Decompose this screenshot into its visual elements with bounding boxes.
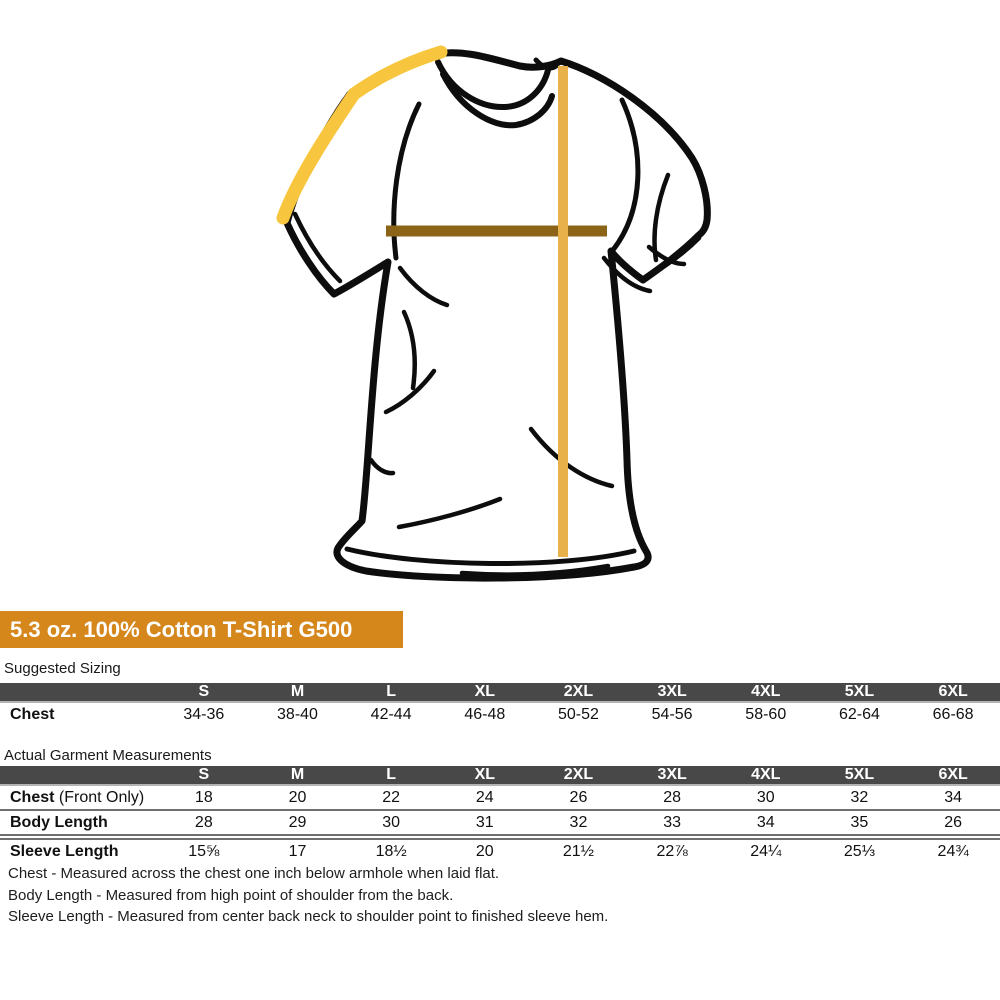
cell: 54-56 <box>651 705 693 723</box>
cell: 21½ <box>562 842 595 860</box>
row-label-text: Sleeve Length <box>10 842 119 860</box>
size-header-blank <box>0 766 157 785</box>
table-row-chest-front-only <box>0 785 1000 810</box>
size-header-6xl: 6XL <box>906 683 1000 702</box>
size-header-4xl: 4XL <box>719 766 813 785</box>
size-header-5xl: 5XL <box>813 683 907 702</box>
cell: 26 <box>532 785 626 810</box>
size-header-l: L <box>344 766 438 785</box>
cell: 30 <box>719 785 813 810</box>
cell: 26 <box>906 810 1000 837</box>
cell: 28 <box>157 810 251 837</box>
cell: 24¾ <box>937 842 969 860</box>
cell: 20 <box>251 785 345 810</box>
size-header-row <box>0 766 1000 785</box>
row-label-text: Body Length <box>10 813 108 831</box>
size-header-blank <box>0 683 157 702</box>
cell: 46-48 <box>464 705 506 723</box>
cell: 30 <box>344 810 438 837</box>
row-label-chest <box>0 702 157 726</box>
size-header-s: S <box>157 683 251 702</box>
product-title-banner <box>0 611 403 648</box>
size-header-2xl: 2XL <box>532 766 626 785</box>
cell: 28 <box>625 785 719 810</box>
table-row-body-length <box>0 810 1000 837</box>
size-header-row <box>0 683 1000 702</box>
cell: 34 <box>906 785 1000 810</box>
cell: 18½ <box>375 842 407 860</box>
suggested-sizing-table <box>0 683 1000 726</box>
row-label-sleeve-length <box>0 837 157 863</box>
cell: 17 <box>288 842 307 860</box>
cell: 62-64 <box>838 705 880 723</box>
cell: 32 <box>813 785 907 810</box>
footnote-sleeve-length: Sleeve Length - Measured from center back neck to shoulder point to finished sleeve hem. <box>8 908 609 925</box>
size-header-xl: XL <box>438 766 532 785</box>
size-header-5xl: 5XL <box>813 766 907 785</box>
table-row-sleeve-length <box>0 837 1000 863</box>
cell: 24 <box>438 785 532 810</box>
cell: 33 <box>625 810 719 837</box>
row-label-body-length <box>0 810 157 837</box>
size-header-3xl: 3XL <box>625 766 719 785</box>
size-header-4xl: 4XL <box>719 683 813 702</box>
actual-measurements-table <box>0 766 1000 863</box>
cell: 58-60 <box>745 705 787 723</box>
cell: 38-40 <box>277 705 318 723</box>
product-title-text: 5.3 oz. 100% Cotton T-Shirt G500 <box>10 617 353 642</box>
suggested-sizing-title: Suggested Sizing <box>4 660 121 677</box>
row-label-text: Chest <box>10 788 55 806</box>
cell: 22⅞ <box>656 842 688 860</box>
cell: 42-44 <box>370 705 412 723</box>
row-label-text: Chest <box>10 705 55 723</box>
cell: 25⅓ <box>843 842 875 860</box>
cell: 29 <box>251 810 345 837</box>
cell: 34-36 <box>183 705 225 723</box>
row-label-chest-front-only <box>0 785 157 810</box>
size-header-2xl: 2XL <box>532 683 626 702</box>
cell: 24¼ <box>750 842 782 860</box>
size-header-l: L <box>344 683 438 702</box>
size-header-s: S <box>157 766 251 785</box>
size-header-m: M <box>251 766 345 785</box>
table-row-chest <box>0 702 1000 726</box>
cell: 15⅝ <box>188 842 220 860</box>
row-label-suffix: (Front Only) <box>54 788 145 806</box>
measurement-footnotes <box>8 863 608 928</box>
cell: 34 <box>719 810 813 837</box>
size-header-6xl: 6XL <box>906 766 1000 785</box>
actual-measurements-title: Actual Garment Measurements <box>4 747 212 764</box>
cell: 22 <box>344 785 438 810</box>
cell: 50-52 <box>557 705 599 723</box>
cell: 66-68 <box>932 705 974 723</box>
footnote-body-length: Body Length - Measured from high point of shoulder from the back. <box>8 886 454 904</box>
cell: 31 <box>438 810 532 837</box>
footnote-chest: Chest - Measured across the chest one inch below armhole when laid flat. <box>8 865 500 882</box>
cell: 35 <box>813 810 907 837</box>
cell: 32 <box>532 810 626 837</box>
size-header-xl: XL <box>438 683 532 702</box>
size-header-3xl: 3XL <box>625 683 719 702</box>
cell: 20 <box>475 842 494 860</box>
size-header-m: M <box>251 683 345 702</box>
cell: 18 <box>157 785 251 810</box>
